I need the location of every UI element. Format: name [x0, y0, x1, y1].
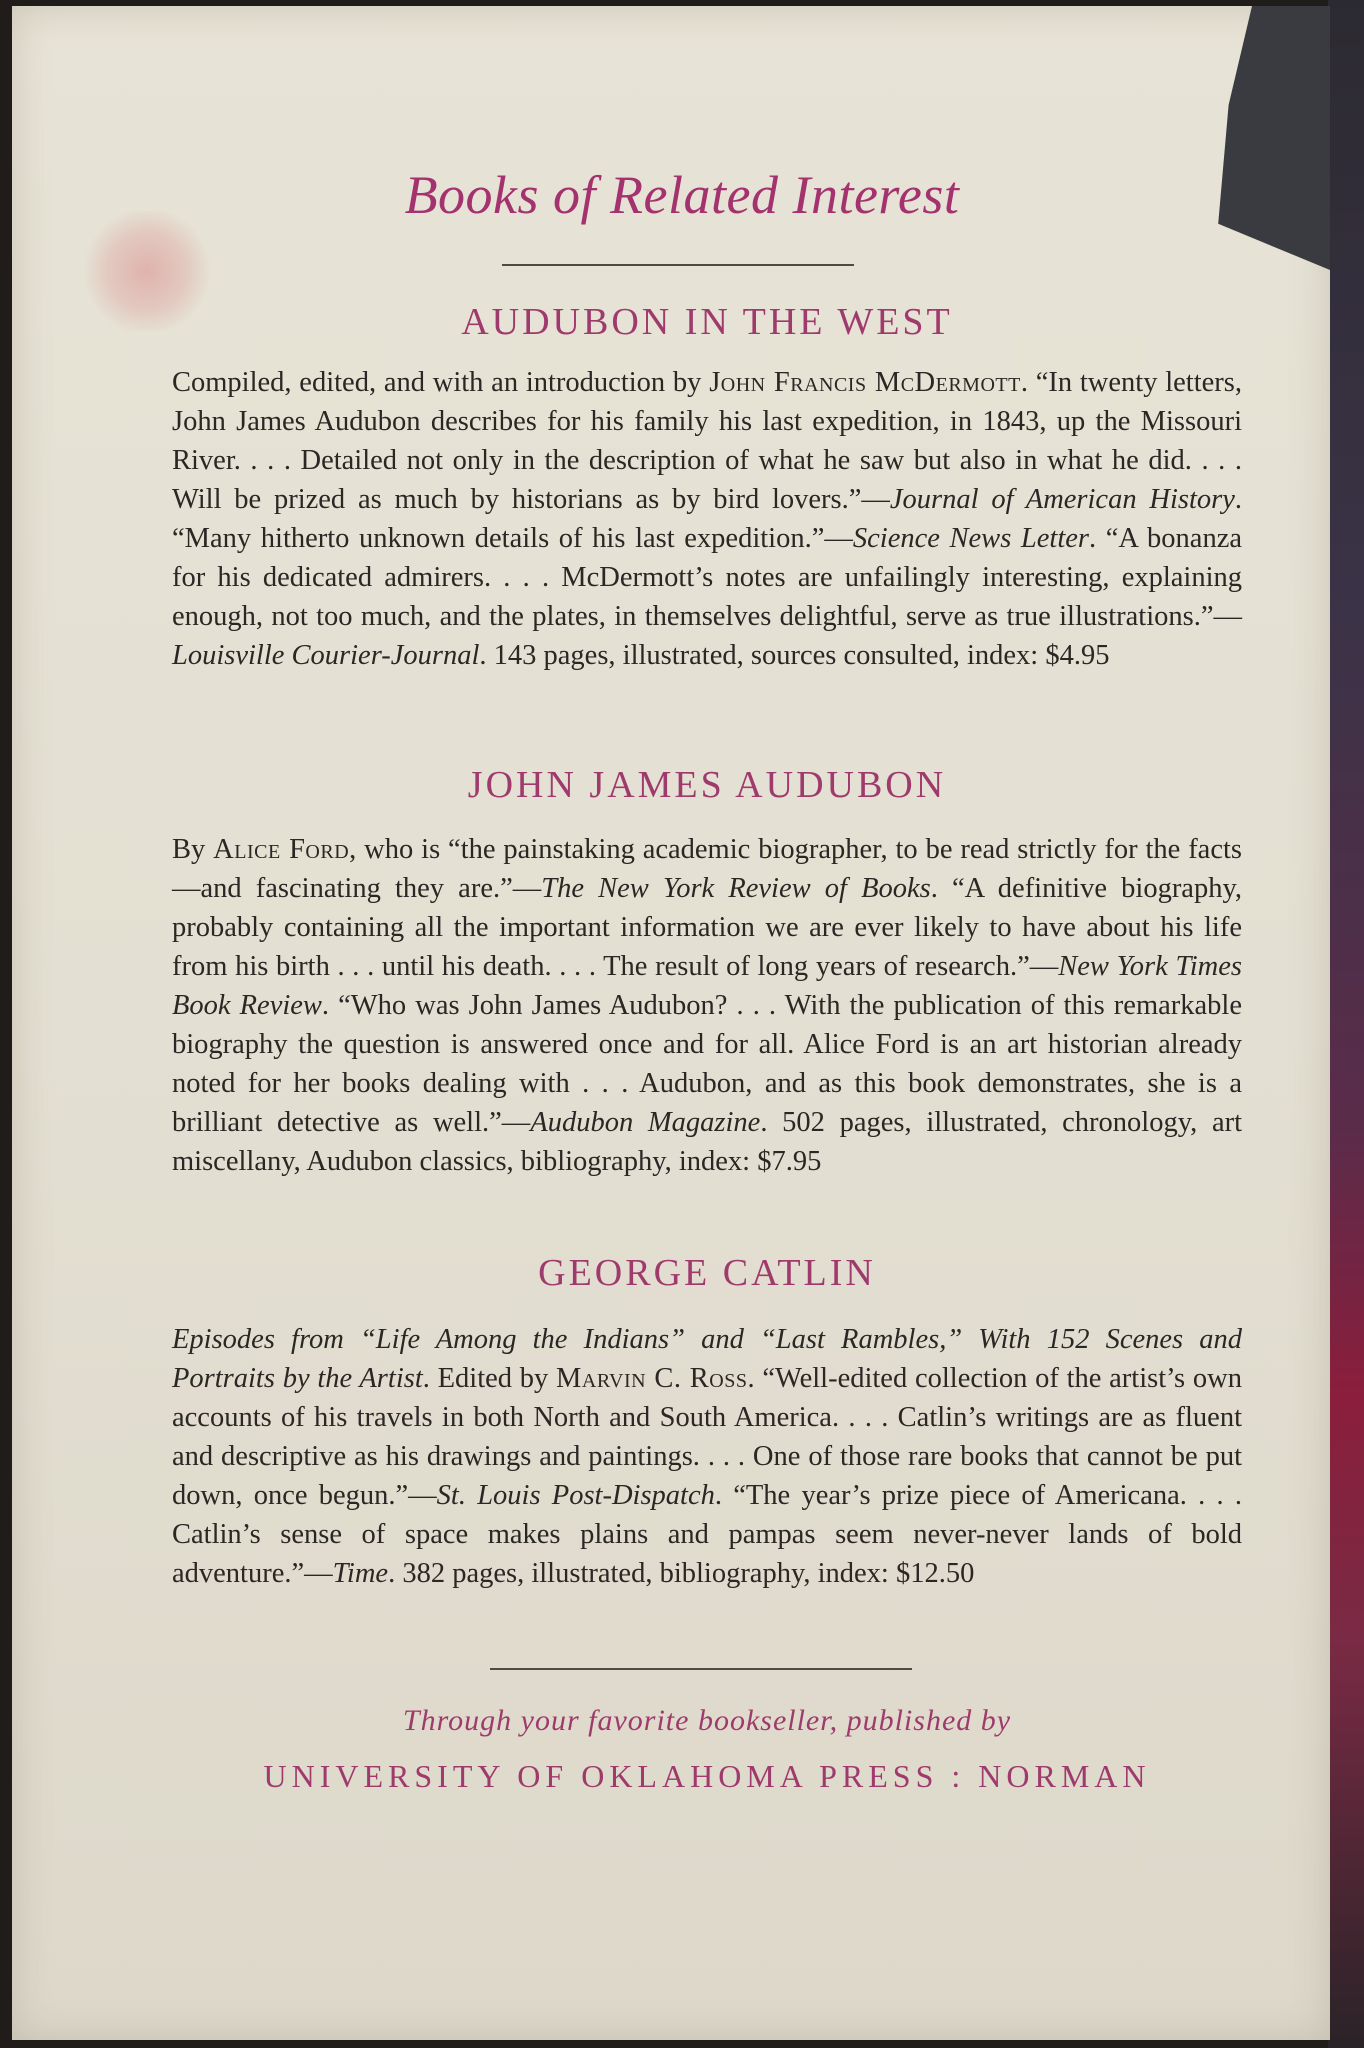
book-description-audubon-west: [172, 363, 1242, 675]
text: . “Well-edited collection of the artist’s own accounts of his travels in both North and South America. . . . Catlin’s writings are as fluent and descriptive as his drawings and paintings. . . . One of those rare books that cannot be put down, once begun.”—: [172, 1363, 1242, 1511]
text: . 143 pages, illustrated, sources consulted, index: $4.95: [479, 640, 1110, 671]
top-divider: [502, 264, 854, 266]
source-name: Louisville Courier-Journal: [172, 640, 480, 671]
bottom-divider: [490, 1668, 912, 1670]
text: . “A bonanza for his dedicated admirers. . . . McDermott’s notes are unfailingly interesting, explaining enough, not too much, and the plates, in themselves delightful, serve as true illustrations.”—: [172, 523, 1243, 632]
text: , who is “the painstaking academic biographer, to be read strictly for the facts—and fascinating they are.”—: [172, 834, 1242, 904]
book-title-john-james-audubon: JOHN JAMES AUDUBON: [467, 764, 947, 806]
publisher-name: UNIVERSITY OF OKLAHOMA PRESS : NORMAN: [263, 1758, 1151, 1794]
book-back-cover: [12, 6, 1330, 2040]
source-name: New York Times Book Review: [172, 951, 1242, 1021]
text: . “In twenty letters, John James Audubon describes for his family his last expedition, in 1843, up the Missouri River. . . . Detailed not only in the description of what he saw but also in what he did. . . . Will be prized as much by historians as by bird lovers.”—: [172, 367, 1242, 515]
text: . “Who was John James Audubon? . . . With the publication of this remarkable biography the question is answered once and for all. Alice Ford is an art historian already noted for her books dealing with . . . Audubon, and as this book demonstrates, she is a brilliant detective as well.”—: [172, 990, 1242, 1138]
text: . “The year’s prize piece of Americana. . . . Catlin’s sense of space makes plains and pampas seem never-never lands of bold adventure.”—: [172, 1480, 1242, 1589]
source-name: Science News Letter: [852, 523, 1089, 554]
book-description-george-catlin: [172, 1320, 1242, 1593]
text: . “A definitive biography, probably containing all the important information we are ever likely to have about his life from his birth . . . until his death. . . . The result of long years of research.”—: [172, 873, 1242, 982]
book-description-john-james-audubon: [172, 830, 1242, 1181]
text: . Edited by: [422, 1363, 557, 1394]
background-strip: [1328, 0, 1364, 2048]
text: . “Many hitherto unknown details of his last expedition.”—: [172, 484, 1242, 554]
book-title-george-catlin: GEORGE CATLIN: [538, 1252, 876, 1294]
author-name: Alice Ford: [213, 834, 350, 865]
book-subtitle: Episodes from “Life Among the Indians” and “Last Rambles,” With 152 Scenes and Portraits by the Artist: [172, 1324, 1242, 1394]
footer-tagline: Through your favorite bookseller, published by: [402, 1704, 1012, 1737]
text: . 502 pages, illustrated, chronology, art miscellany, Audubon classics, bibliography, index: $7.95: [172, 1107, 1242, 1177]
source-name: Audubon Magazine: [530, 1107, 761, 1138]
source-name: The New York Review of Books: [541, 873, 931, 904]
author-name: Marvin C. Ross: [556, 1363, 748, 1394]
text: By: [172, 834, 214, 865]
section-heading: Books of Related Interest: [404, 165, 960, 225]
torn-corner: [1200, 6, 1330, 336]
author-name: John Francis McDermott: [709, 367, 1021, 398]
source-name: Journal of American History: [889, 484, 1235, 515]
source-name: St. Louis Post-Dispatch: [436, 1480, 715, 1511]
book-title-audubon-west: AUDUBON IN THE WEST: [461, 301, 953, 343]
text: Compiled, edited, and with an introduction by: [172, 367, 710, 398]
text: . 382 pages, illustrated, bibliography, index: $12.50: [388, 1558, 975, 1589]
source-name: Time: [332, 1558, 389, 1589]
